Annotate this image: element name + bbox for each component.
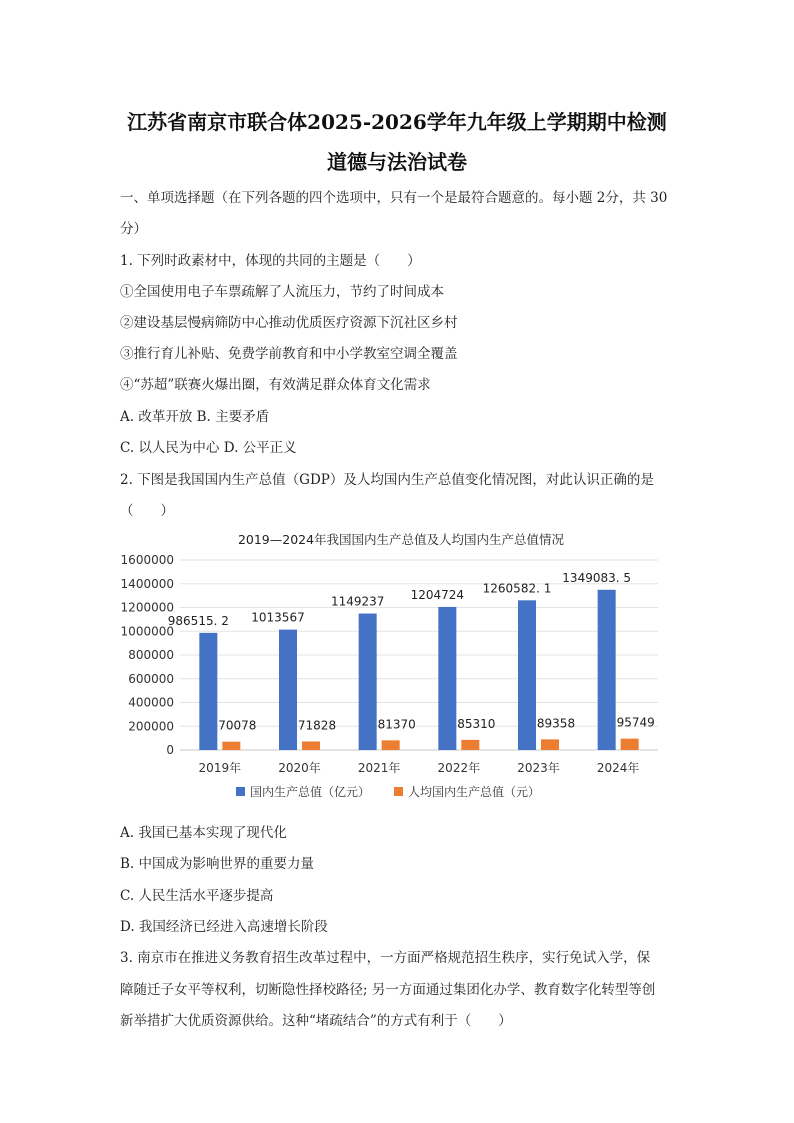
question-2-stem-line2: （ ） — [120, 503, 174, 519]
chart-bar-series-1 — [438, 607, 456, 750]
question-1-item-4: ④“苏超”联赛火爆出圈，有效满足群众体育文化需求 — [120, 377, 431, 393]
chart-x-tick-label: 2019年 — [198, 761, 242, 775]
chart-y-tick-label: 1400000 — [120, 576, 174, 591]
chart-data-label-series-2: 70078 — [218, 718, 257, 733]
chart-bar-series-2 — [461, 740, 479, 750]
chart-bar-series-2 — [302, 741, 320, 750]
chart-legend-swatch-series-1 — [236, 787, 245, 796]
chart-data-label-series-1: 1013567 — [251, 610, 305, 625]
chart-legend — [236, 784, 540, 799]
question-3-stem-line3: 新举措扩大优质资源供给。这种“堵疏结合”的方式有利于（ ） — [120, 1013, 512, 1029]
chart-data-label-series-1: 1204724 — [410, 587, 465, 602]
question-3-stem-line1: 3. 南京市在推进义务教育招生改革过程中，一方面严格规范招生秩序，实行免试入学，保 — [120, 950, 651, 966]
chart-x-tick-label: 2023年 — [517, 761, 560, 775]
question-2-option-a: A. 我国已基本实现了现代化 — [120, 825, 287, 841]
question-2-stem-line1: 2. 下图是我国国内生产总值（GDP）及人均国内生产总值变化情况图，对此认识正确的是 — [120, 472, 654, 488]
chart-y-tick-label: 1600000 — [120, 553, 174, 567]
chart-x-tick-label: 2022年 — [437, 761, 481, 775]
question-1-item-3: ③推行育儿补贴、免费学前教育和中小学教室空调全覆盖 — [120, 346, 458, 362]
chart-data-label-series-2: 71828 — [297, 718, 337, 733]
chart-data-label-series-1: 1260582. 1 — [482, 581, 552, 596]
document-title-line2: 道德与法治试卷 — [327, 150, 467, 174]
chart-legend-label-series-2: 人均国内生产总值（元） — [408, 785, 541, 799]
chart-data-label-series-1: 1349083. 5 — [562, 570, 632, 585]
question-1-options-ab: A. 改革开放 B. 主要矛盾 — [120, 409, 270, 425]
chart-bar-series-1 — [359, 614, 377, 750]
chart-bar-series-1 — [518, 600, 536, 750]
chart-y-tick-label: 0 — [166, 743, 174, 757]
chart-legend-swatch-series-2 — [394, 787, 403, 796]
chart-data-label-series-2: 81370 — [377, 717, 416, 732]
chart-x-axis — [199, 760, 640, 775]
chart-data-label-series-2: 95749 — [616, 715, 655, 730]
question-1-options-cd: C. 以人民为中心 D. 公平正义 — [120, 440, 297, 456]
chart-bars — [168, 571, 655, 750]
question-1-item-1: ①全国使用电子车票疏解了人流压力，节约了时间成本 — [120, 284, 444, 300]
chart-x-tick-label: 2020年 — [278, 761, 321, 775]
chart-data-label-series-2: 85310 — [457, 716, 496, 731]
chart-bar-series-2 — [222, 742, 240, 750]
chart-x-tick-label: 2021年 — [357, 761, 401, 775]
chart-data-label-series-1: 1149237 — [330, 594, 385, 609]
gdp-bar-chart — [118, 520, 684, 820]
question-2-option-d: D. 我国经济已经进入高速增长阶段 — [120, 919, 328, 935]
question-2-option-b: B. 中国成为影响世界的重要力量 — [120, 856, 315, 872]
chart-bar-series-1 — [279, 630, 297, 750]
document-title-line1: 江苏省南京市联合体2025-2026学年九年级上学期期中检测 — [127, 110, 667, 134]
chart-y-tick-label: 1000000 — [120, 624, 174, 639]
question-1-stem: 1. 下列时政素材中，体现的共同的主题是（ ） — [120, 253, 421, 269]
chart-data-label-series-1: 986515. 2 — [167, 613, 229, 628]
chart-data-label-series-2: 89358 — [536, 716, 576, 731]
question-3-stem-line2: 障随迁子女平等权利，切断隐性择校路径; 另一方面通过集团化办学、教育数字化转型等创 — [120, 982, 656, 998]
chart-bar-series-2 — [382, 740, 400, 750]
chart-y-tick-label: 1200000 — [120, 600, 174, 615]
chart-bar-series-2 — [621, 739, 639, 750]
chart-y-axis — [121, 553, 174, 757]
chart-x-tick-label: 2024年 — [596, 761, 640, 775]
chart-bar-series-1 — [598, 590, 616, 750]
chart-title: 2019—2024年我国国内生产总值及人均国内生产总值情况 — [237, 532, 565, 547]
chart-y-tick-label: 200000 — [128, 719, 174, 734]
chart-legend-label-series-1: 国内生产总值（亿元） — [250, 785, 371, 799]
section-instructions-line2: 分） — [120, 221, 147, 237]
question-2-option-c: C. 人民生活水平逐步提高 — [120, 888, 274, 904]
section-instructions-line1: 一、单项选择题（在下列各题的四个选项中，只有一个是最符合题意的。每小题 2分，共 30 — [120, 190, 668, 206]
chart-y-tick-label: 800000 — [128, 648, 174, 662]
chart-y-tick-label: 600000 — [128, 671, 174, 686]
chart-bar-series-2 — [541, 739, 559, 750]
question-1-item-2: ②建设基层慢病筛防中心推动优质医疗资源下沉社区乡村 — [120, 315, 458, 331]
chart-bar-series-1 — [199, 633, 217, 750]
chart-y-tick-label: 400000 — [128, 695, 174, 710]
